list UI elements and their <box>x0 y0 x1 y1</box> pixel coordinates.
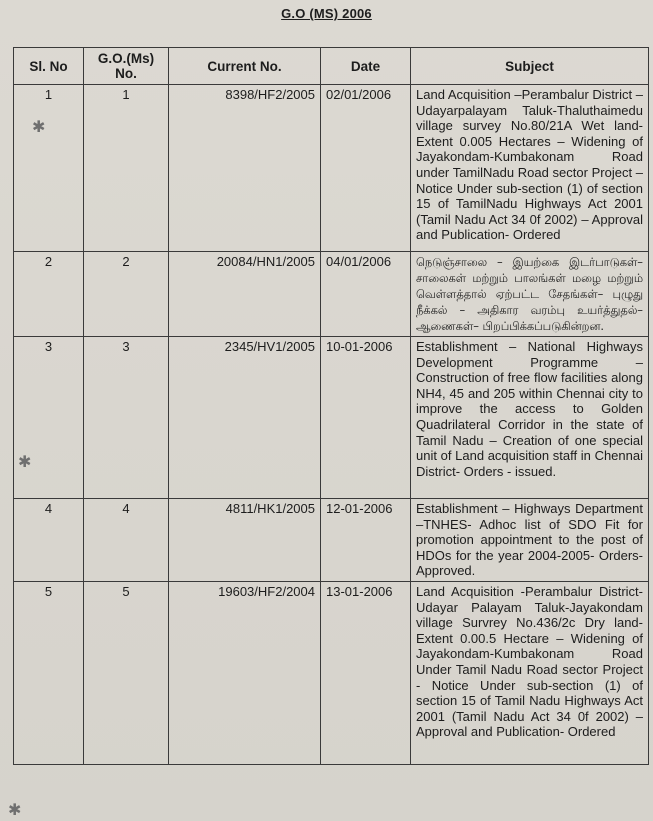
cell-subject: Establishment – National Highways Development Programme – Construction of free flow facilities along NH4, 45 and 205 within Chennai city to improve the access to Golden Quadrilateral Corridor in the state of Tamil Nadu – Creation of one special unit of Land acquisition staff in Chennai District- Orders - issued. <box>411 337 649 499</box>
cell-date: 04/01/2006 <box>321 252 411 337</box>
pin-mark-icon: ✱ <box>32 119 46 136</box>
cell-subject: Land Acquisition –Perambalur District – Udayarpalayam Taluk-Thaluthaimedu village survey No.80/21A Wet land- Extent 0.005 Hectares – Widening of Jayakondam-Kumbakonam Road under TamilNadu Road sector Project – Notice Under sub-section (1) of section 15 of TamilNadu Highways Act 2001 (Tamil Nadu Act 34 0f 2002) – Approval and Publication- Ordered <box>411 85 649 252</box>
cell-current-no: 20084/HN1/2005 <box>169 252 321 337</box>
cell-sl-no: 3 <box>14 337 84 499</box>
pin-mark-icon: ✱ <box>18 454 32 471</box>
cell-go-no: 1 <box>84 85 169 252</box>
header-date: Date <box>321 48 411 85</box>
cell-subject: Establishment – Highways Department –TNHES- Adhoc list of SDO Fit for promotion appointment to the post of HDOs for the year 2004-2005- Orders-Approved. <box>411 499 649 582</box>
table-row <box>14 337 649 499</box>
header-current-no: Current No. <box>169 48 321 85</box>
header-sl-no: Sl. No <box>14 48 84 85</box>
header-go-ms-no: G.O.(Ms) No. <box>84 48 169 85</box>
table-row <box>14 85 649 252</box>
cell-go-no: 2 <box>84 252 169 337</box>
cell-date: 13-01-2006 <box>321 581 411 764</box>
table-row <box>14 252 649 337</box>
table-row <box>14 581 649 764</box>
table-row <box>14 499 649 582</box>
cell-current-no: 4811/HK1/2005 <box>169 499 321 582</box>
cell-sl-no: 1 <box>14 85 84 252</box>
pin-mark-icon: ✱ <box>8 802 22 819</box>
cell-date: 02/01/2006 <box>321 85 411 252</box>
header-subject: Subject <box>411 48 649 85</box>
cell-subject: Land Acquisition -Perambalur District-Udayar Palayam Taluk-Jayakondam village Survrey No.436/2c Dry land- Extent 0.00.5 Hectare – Widening of Jayakondam-Kumbakonam Road Under Tamil Nadu Road sector Project - Notice Under sub-section (1) of section 15 of Tamil Nadu Highways Act 2001 (Tamil Nadu Act 34 0f 2002) – Approval and Publication- Ordered <box>411 581 649 764</box>
cell-date: 10-01-2006 <box>321 337 411 499</box>
cell-sl-no: 4 <box>14 499 84 582</box>
cell-go-no: 3 <box>84 337 169 499</box>
cell-subject: நெடுஞ்சாலை – இயற்கை இடர்பாடுகள்– சாலைகள் மற்றும் பாலங்கள் மழை மற்றும் வெள்ளத்தால் ஏற்பட்ட சேதங்கள்– புழுது நீக்கல் – அதிகார வரம்பு உயர்த்துதல்– ஆணைகள்– பிறப்பிக்கப்படுகின்றன. <box>411 252 649 337</box>
cell-sl-no: 5 <box>14 581 84 764</box>
cell-current-no: 19603/HF2/2004 <box>169 581 321 764</box>
go-table <box>13 47 649 765</box>
cell-sl-no: 2 <box>14 252 84 337</box>
cell-current-no: 2345/HV1/2005 <box>169 337 321 499</box>
cell-go-no: 5 <box>84 581 169 764</box>
cell-date: 12-01-2006 <box>321 499 411 582</box>
table-header-row <box>14 48 649 85</box>
cell-current-no: 8398/HF2/2005 <box>169 85 321 252</box>
page-title: G.O (MS) 2006 <box>281 6 372 21</box>
cell-go-no: 4 <box>84 499 169 582</box>
